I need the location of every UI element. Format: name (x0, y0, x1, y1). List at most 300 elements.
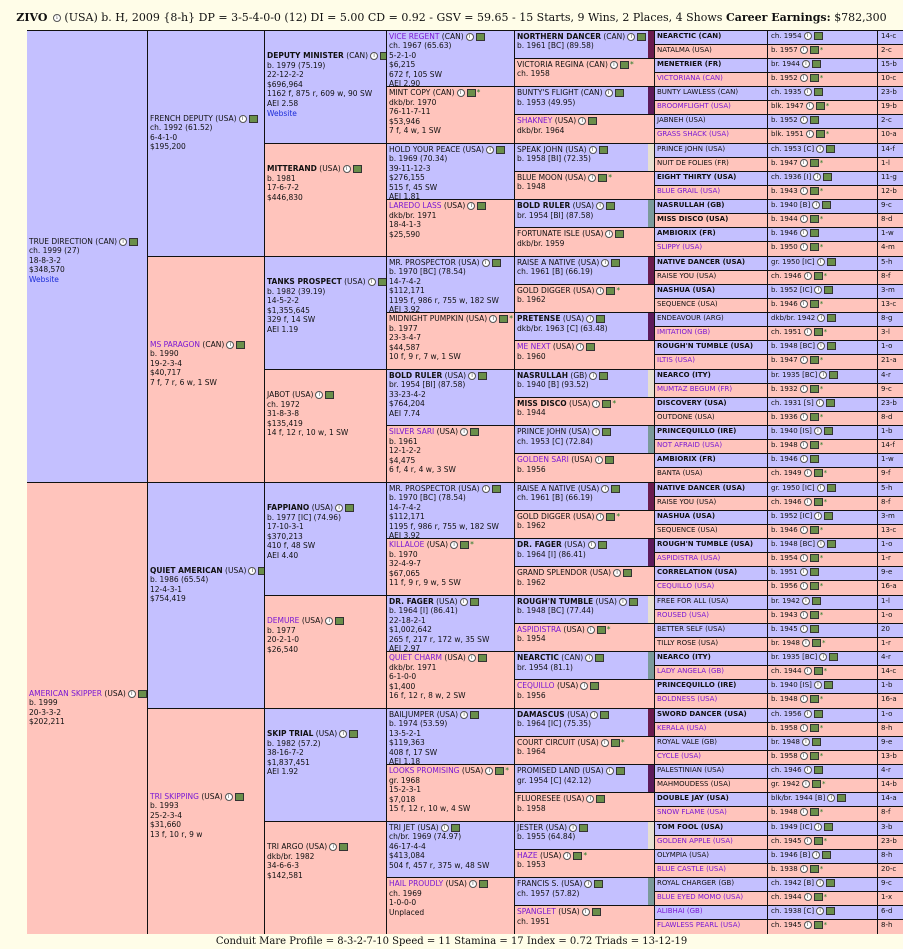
ancestor-name[interactable]: MISS DISCO (517, 398, 567, 408)
photo-icon[interactable] (812, 639, 821, 647)
ancestor-name[interactable]: BANTA (USA) (657, 469, 703, 478)
photo-icon[interactable] (816, 102, 825, 110)
info-icon[interactable]: i (819, 653, 827, 661)
photo-icon[interactable] (596, 795, 605, 803)
photo-icon[interactable] (611, 259, 620, 267)
info-icon[interactable]: i (441, 824, 449, 832)
ancestor-name[interactable]: CORRELATION (USA) (657, 568, 738, 577)
info-icon[interactable]: i (800, 752, 808, 760)
ancestor-name[interactable]: DAMASCUS (517, 709, 565, 719)
info-icon[interactable]: i (800, 441, 808, 449)
ancestor-name[interactable]: DR. FAGER (389, 596, 434, 606)
ancestor-name[interactable]: MS PARAGON (150, 339, 201, 349)
info-icon[interactable]: i (486, 146, 494, 154)
photo-icon[interactable] (495, 767, 504, 775)
info-icon[interactable]: i (588, 541, 596, 549)
ancestor-name[interactable]: MAHMOUDESS (USA) (657, 780, 731, 789)
ancestor-name[interactable]: IMITATION (GB) (657, 328, 711, 337)
ancestor-name[interactable]: VICTORIANA (CAN) (657, 73, 723, 82)
ancestor-name[interactable]: ROYAL VALE (GB) (657, 737, 718, 746)
ancestor-name[interactable]: GOLD DIGGER (517, 511, 571, 521)
ancestor-name[interactable]: SILVER SARI (389, 427, 435, 436)
ancestor-name[interactable]: BAILJUMPER (389, 709, 435, 719)
photo-icon[interactable] (810, 808, 819, 816)
photo-icon[interactable] (826, 399, 835, 407)
ancestor-name[interactable]: ALIBHAI (GB) (657, 907, 703, 916)
info-icon[interactable]: i (596, 202, 604, 210)
info-icon[interactable]: i (800, 611, 808, 619)
photo-icon[interactable] (236, 341, 245, 349)
photo-icon[interactable] (827, 314, 836, 322)
ancestor-name[interactable]: CEQUILLO (517, 681, 555, 691)
photo-icon[interactable] (339, 843, 348, 851)
ancestor-name[interactable]: NATIVE DANCER (USA) (657, 483, 746, 492)
photo-icon[interactable] (812, 597, 821, 605)
ancestor-name[interactable]: FAPPIANO (267, 503, 310, 512)
ancestor-name[interactable]: FLAWLESS PEARL (USA) (657, 921, 741, 930)
photo-icon[interactable] (598, 541, 607, 549)
photo-icon[interactable] (573, 852, 582, 860)
ancestor-name[interactable]: LAREDO LASS (389, 201, 442, 210)
photo-icon[interactable] (611, 485, 620, 493)
ancestor-name[interactable]: VICE REGENT (389, 31, 440, 41)
info-icon[interactable]: i (800, 300, 808, 308)
photo-icon[interactable] (824, 823, 833, 831)
photo-icon[interactable] (599, 372, 608, 380)
photo-icon[interactable] (826, 879, 835, 887)
info-icon[interactable]: i (800, 582, 808, 590)
photo-icon[interactable] (810, 752, 819, 760)
photo-icon[interactable] (637, 33, 646, 41)
ancestor-name[interactable]: MIDNIGHT PUMPKIN (389, 314, 464, 323)
info-icon[interactable]: i (627, 33, 635, 41)
ancestor-name[interactable]: FLUORESEE (517, 794, 561, 804)
photo-icon[interactable] (827, 484, 836, 492)
photo-icon[interactable] (810, 554, 819, 562)
ancestor-name[interactable]: OUTDONE (USA) (657, 412, 715, 421)
photo-icon[interactable] (812, 780, 821, 788)
ancestor-name[interactable]: NEARCO (ITY) (657, 653, 711, 661)
photo-icon[interactable] (810, 611, 819, 619)
photo-icon[interactable] (824, 512, 833, 520)
photo-icon[interactable] (478, 654, 487, 662)
ancestor-name[interactable]: VICTORIA REGINA (517, 59, 584, 69)
photo-icon[interactable] (822, 201, 831, 209)
ancestor-name[interactable]: ENDEAVOUR (ARG) (657, 314, 724, 322)
ancestor-name[interactable]: DEMURE (267, 616, 300, 625)
info-icon[interactable]: i (590, 711, 598, 719)
ancestor-name[interactable]: TOM FOOL (USA) (657, 822, 724, 831)
info-icon[interactable]: i (800, 385, 808, 393)
photo-icon[interactable] (824, 286, 833, 294)
photo-icon[interactable] (335, 617, 344, 625)
ancestor-name[interactable]: SEQUENCE (USA) (657, 299, 718, 308)
ancestor-name[interactable]: SNOW FLAME (USA) (657, 808, 727, 817)
ancestor-name[interactable]: RAISE YOU (USA) (657, 497, 717, 506)
photo-icon[interactable] (602, 428, 611, 436)
photo-icon[interactable] (810, 215, 819, 223)
photo-icon[interactable] (810, 724, 819, 732)
photo-icon[interactable] (611, 739, 620, 747)
info-icon[interactable]: i (605, 230, 613, 238)
ancestor-name[interactable]: RAISE A NATIVE (517, 257, 576, 267)
photo-icon[interactable] (810, 46, 819, 54)
info-icon[interactable]: i (800, 159, 808, 167)
photo-icon[interactable] (837, 794, 846, 802)
ancestor-name[interactable]: ROUSED (USA) (657, 610, 709, 619)
info-icon[interactable]: i (814, 286, 822, 294)
photo-icon[interactable] (814, 469, 823, 477)
photo-icon[interactable] (826, 145, 835, 153)
ancestor-name[interactable]: KILLALOE (389, 540, 425, 549)
photo-icon[interactable] (824, 427, 833, 435)
ancestor-name[interactable]: GRAND SPLENDOR (517, 568, 588, 578)
ancestor-name[interactable]: PROMISED LAND (517, 766, 580, 775)
photo-icon[interactable] (810, 568, 819, 576)
ancestor-name[interactable]: BROOMFLIGHT (USA) (657, 102, 731, 111)
photo-icon[interactable] (629, 598, 638, 606)
photo-icon[interactable] (810, 243, 819, 251)
info-icon[interactable]: i (578, 117, 586, 125)
photo-icon[interactable] (812, 738, 821, 746)
info-icon[interactable]: i (586, 315, 594, 323)
ancestor-name[interactable]: TRI SKIPPING (150, 791, 199, 801)
info-icon[interactable]: i (370, 52, 378, 60)
ancestor-name[interactable]: CYCLE (USA) (657, 751, 702, 760)
info-icon[interactable]: i (827, 794, 835, 802)
info-icon[interactable]: i (806, 102, 814, 110)
info-icon[interactable]: i (225, 793, 233, 801)
info-icon[interactable]: i (468, 654, 476, 662)
info-icon[interactable]: i (460, 711, 468, 719)
ancestor-name[interactable]: ROUGH'N TUMBLE (USA) (657, 540, 754, 548)
photo-icon[interactable] (826, 907, 835, 915)
info-icon[interactable]: i (800, 243, 808, 251)
photo-icon[interactable] (586, 343, 595, 351)
photo-icon[interactable] (810, 74, 819, 82)
photo-icon[interactable] (477, 202, 486, 210)
info-icon[interactable]: i (802, 780, 810, 788)
ancestor-name[interactable]: BUNTY LAWLESS (CAN) (657, 88, 739, 96)
info-icon[interactable]: i (325, 617, 333, 625)
photo-icon[interactable] (598, 174, 607, 182)
photo-icon[interactable] (595, 654, 604, 662)
ancestor-name[interactable]: BUNTY'S FLIGHT (517, 88, 579, 97)
info-icon[interactable]: i (589, 146, 597, 154)
info-icon[interactable]: i (817, 258, 825, 266)
photo-icon[interactable] (814, 667, 823, 675)
info-icon[interactable]: i (800, 568, 808, 576)
info-icon[interactable]: i (804, 766, 812, 774)
ancestor-name[interactable]: ROUGH'N TUMBLE (USA) (657, 342, 754, 351)
info-icon[interactable]: i (800, 413, 808, 421)
info-icon[interactable]: i (585, 654, 593, 662)
info-icon[interactable]: i (800, 526, 808, 534)
photo-icon[interactable] (822, 851, 831, 859)
photo-icon[interactable] (496, 146, 505, 154)
photo-icon[interactable] (824, 681, 833, 689)
info-icon[interactable]: i (587, 626, 595, 634)
info-icon[interactable]: i (580, 682, 588, 690)
photo-icon[interactable] (814, 921, 823, 929)
info-icon[interactable]: i (53, 14, 61, 22)
info-icon[interactable]: i (804, 921, 812, 929)
info-icon[interactable]: i (335, 504, 343, 512)
photo-icon[interactable] (810, 441, 819, 449)
ancestor-name[interactable]: BLUE EYED MOMO (USA) (657, 893, 744, 902)
ancestor-name[interactable]: DOUBLE JAY (USA) (657, 794, 729, 803)
photo-icon[interactable] (810, 116, 819, 124)
photo-icon[interactable] (594, 880, 603, 888)
info-icon[interactable]: i (485, 767, 493, 775)
info-icon[interactable]: i (468, 372, 476, 380)
website-link[interactable]: Website (29, 274, 59, 284)
info-icon[interactable]: i (601, 739, 609, 747)
photo-icon[interactable] (345, 504, 354, 512)
ancestor-name[interactable]: RAISE A NATIVE (517, 483, 576, 493)
photo-icon[interactable] (810, 526, 819, 534)
ancestor-name[interactable]: HAIL PROUDLY (389, 879, 444, 888)
photo-icon[interactable] (138, 690, 147, 698)
info-icon[interactable]: i (613, 569, 621, 577)
ancestor-name[interactable]: BETTER SELF (USA) (657, 624, 726, 633)
ancestor-name[interactable]: RAISE YOU (USA) (657, 271, 717, 280)
ancestor-name[interactable]: TANKS PROSPECT (267, 277, 342, 286)
photo-icon[interactable] (492, 485, 501, 493)
photo-icon[interactable] (812, 60, 821, 68)
ancestor-name[interactable]: LADY ANGELA (GB) (657, 667, 724, 676)
photo-icon[interactable] (810, 187, 819, 195)
info-icon[interactable]: i (457, 89, 465, 97)
ancestor-name[interactable]: BLUE GRAIL (USA) (657, 186, 721, 195)
info-icon[interactable]: i (814, 681, 822, 689)
photo-icon[interactable] (810, 625, 819, 633)
ancestor-name[interactable]: NASHUA (USA) (657, 285, 716, 294)
info-icon[interactable]: i (804, 498, 812, 506)
info-icon[interactable]: i (804, 328, 812, 336)
photo-icon[interactable] (810, 385, 819, 393)
photo-icon[interactable] (596, 315, 605, 323)
info-icon[interactable]: i (804, 32, 812, 40)
ancestor-name[interactable]: MUMTAZ BEGUM (FR) (657, 384, 733, 393)
ancestor-name[interactable]: MR. PROSPECTOR (389, 257, 456, 267)
info-icon[interactable]: i (592, 428, 600, 436)
info-icon[interactable]: i (817, 540, 825, 548)
ancestor-name[interactable]: ME NEXT (517, 342, 551, 352)
photo-icon[interactable] (249, 115, 258, 123)
ancestor-name[interactable]: JABNEH (USA) (657, 116, 706, 125)
info-icon[interactable]: i (605, 89, 613, 97)
photo-icon[interactable] (378, 278, 387, 286)
info-icon[interactable]: i (800, 724, 808, 732)
info-icon[interactable]: i (450, 541, 458, 549)
info-icon[interactable]: i (467, 202, 475, 210)
photo-icon[interactable] (470, 598, 479, 606)
info-icon[interactable]: i (800, 229, 808, 237)
info-icon[interactable]: i (489, 315, 497, 323)
photo-icon[interactable] (615, 89, 624, 97)
ancestor-name[interactable]: PRINCE JOHN (517, 427, 567, 436)
ancestor-name[interactable]: NEARCTIC (CAN) (657, 31, 722, 40)
photo-icon[interactable] (353, 165, 362, 173)
ancestor-name[interactable]: MENETRIER (FR) (657, 59, 722, 68)
ancestor-name[interactable]: ILTIS (USA) (657, 356, 695, 365)
photo-icon[interactable] (827, 540, 836, 548)
photo-icon[interactable] (814, 88, 823, 96)
photo-icon[interactable] (606, 287, 615, 295)
photo-icon[interactable] (827, 258, 836, 266)
photo-icon[interactable] (814, 710, 823, 718)
ancestor-name[interactable]: CEQUILLO (USA) (657, 582, 715, 591)
photo-icon[interactable] (615, 230, 624, 238)
photo-icon[interactable] (579, 824, 588, 832)
info-icon[interactable]: i (800, 74, 808, 82)
ancestor-name[interactable]: FORTUNATE ISLE (517, 229, 580, 239)
ancestor-name[interactable]: NEARCTIC (517, 653, 559, 662)
photo-icon[interactable] (602, 400, 611, 408)
info-icon[interactable]: i (806, 130, 814, 138)
ancestor-name[interactable]: SWORD DANCER (USA) (657, 709, 747, 718)
info-icon[interactable]: i (466, 33, 474, 41)
ancestor-name[interactable]: DISCOVERY (USA) (657, 398, 727, 407)
info-icon[interactable]: i (800, 554, 808, 562)
ancestor-name[interactable]: PRINCEQUILLO (IRE) (657, 681, 737, 690)
ancestor-name[interactable]: NUIT DE FOLIES (FR) (657, 158, 729, 167)
info-icon[interactable]: i (589, 372, 597, 380)
ancestor-name[interactable]: NATIVE DANCER (USA) (657, 257, 746, 266)
photo-icon[interactable] (588, 117, 597, 125)
ancestor-name[interactable]: LOOKS PROMISING (389, 766, 460, 775)
photo-icon[interactable] (814, 272, 823, 280)
ancestor-name[interactable]: HAZE (517, 850, 538, 860)
info-icon[interactable]: i (800, 455, 808, 463)
info-icon[interactable]: i (812, 851, 820, 859)
info-icon[interactable]: i (584, 880, 592, 888)
info-icon[interactable]: i (814, 427, 822, 435)
ancestor-name[interactable]: ASPIDISTRA (517, 624, 561, 634)
info-icon[interactable]: i (460, 428, 468, 436)
ancestor-name[interactable]: BOLD RULER (517, 201, 571, 210)
info-icon[interactable]: i (804, 893, 812, 901)
ancestor-name[interactable]: PRETENSE (517, 314, 561, 323)
ancestor-name[interactable]: HOLD YOUR PEACE (389, 144, 461, 154)
info-icon[interactable]: i (128, 690, 136, 698)
info-icon[interactable]: i (596, 287, 604, 295)
info-icon[interactable]: i (802, 738, 810, 746)
ancestor-name[interactable]: SHAKNEY (517, 116, 553, 126)
info-icon[interactable]: i (595, 456, 603, 464)
ancestor-name[interactable]: MR. PROSPECTOR (389, 483, 456, 493)
info-icon[interactable]: i (804, 469, 812, 477)
ancestor-name[interactable]: COURT CIRCUIT (517, 737, 576, 747)
ancestor-name[interactable]: DEPUTY MINISTER (267, 51, 344, 60)
info-icon[interactable]: i (817, 314, 825, 322)
info-icon[interactable]: i (582, 908, 590, 916)
ancestor-name[interactable]: FRANCIS S. (517, 879, 559, 888)
ancestor-name[interactable]: BOLD RULER (389, 370, 443, 380)
ancestor-name[interactable]: MINT COPY (389, 88, 431, 97)
info-icon[interactable]: i (588, 174, 596, 182)
photo-icon[interactable] (823, 173, 832, 181)
ancestor-name[interactable]: PRINCE JOHN (USA) (657, 144, 726, 153)
ancestor-name[interactable]: AMBIORIX (FR) (657, 229, 716, 238)
photo-icon[interactable] (810, 865, 819, 873)
info-icon[interactable]: i (813, 173, 821, 181)
photo-icon[interactable] (814, 498, 823, 506)
info-icon[interactable]: i (329, 843, 337, 851)
info-icon[interactable]: i (816, 907, 824, 915)
ancestor-name[interactable]: MITTERAND (267, 164, 317, 173)
ancestor-name[interactable]: ASPIDISTRA (USA) (657, 554, 721, 563)
photo-icon[interactable] (380, 52, 386, 60)
photo-icon[interactable] (235, 793, 244, 801)
info-icon[interactable]: i (800, 808, 808, 816)
ancestor-name[interactable]: SPANGLET (517, 907, 556, 917)
ancestor-name[interactable]: GOLDEN SARI (517, 455, 569, 465)
photo-icon[interactable] (499, 315, 508, 323)
photo-icon[interactable] (810, 582, 819, 590)
photo-icon[interactable] (810, 356, 819, 364)
photo-icon[interactable] (827, 342, 836, 350)
photo-icon[interactable] (599, 146, 608, 154)
info-icon[interactable]: i (802, 60, 810, 68)
info-icon[interactable]: i (804, 272, 812, 280)
website-link[interactable]: Website (267, 108, 297, 118)
info-icon[interactable]: i (800, 356, 808, 364)
info-icon[interactable]: i (804, 710, 812, 718)
ancestor-name[interactable]: TRUE DIRECTION (29, 236, 93, 246)
ancestor-name[interactable]: GRASS SHACK (USA) (657, 130, 729, 139)
info-icon[interactable]: i (817, 484, 825, 492)
photo-icon[interactable] (606, 202, 615, 210)
ancestor-name[interactable]: GOLD DIGGER (517, 285, 571, 295)
photo-icon[interactable] (810, 695, 819, 703)
ancestor-name[interactable]: DR. FAGER (517, 540, 562, 549)
photo-icon[interactable] (590, 682, 599, 690)
photo-icon[interactable] (600, 711, 609, 719)
info-icon[interactable]: i (800, 187, 808, 195)
ancestor-name[interactable]: NASRULLAH (GB) (657, 201, 725, 209)
info-icon[interactable]: i (248, 567, 256, 575)
info-icon[interactable]: i (339, 730, 347, 738)
photo-icon[interactable] (616, 767, 625, 775)
info-icon[interactable]: i (569, 824, 577, 832)
ancestor-name[interactable]: NEARCO (ITY) (657, 370, 711, 379)
photo-icon[interactable] (460, 541, 469, 549)
ancestor-name[interactable]: KERALA (USA) (657, 723, 707, 732)
info-icon[interactable]: i (800, 695, 808, 703)
photo-icon[interactable] (325, 391, 334, 399)
photo-icon[interactable] (470, 428, 479, 436)
info-icon[interactable]: i (586, 795, 594, 803)
info-icon[interactable]: i (804, 88, 812, 96)
ancestor-name[interactable]: TRI ARGO (267, 842, 304, 851)
info-icon[interactable]: i (482, 485, 490, 493)
photo-icon[interactable] (606, 513, 615, 521)
photo-icon[interactable] (814, 32, 823, 40)
ancestor-name[interactable]: ROUGH'N TUMBLE (517, 596, 594, 606)
info-icon[interactable]: i (315, 391, 323, 399)
photo-icon[interactable] (470, 711, 479, 719)
photo-icon[interactable] (810, 455, 819, 463)
ancestor-name[interactable]: ROYAL CHARGER (GB) (657, 879, 735, 887)
info-icon[interactable]: i (226, 341, 234, 349)
ancestor-name[interactable]: SLIPPY (USA) (657, 243, 703, 252)
photo-icon[interactable] (479, 880, 488, 888)
info-icon[interactable]: i (804, 667, 812, 675)
info-icon[interactable]: i (800, 625, 808, 633)
info-icon[interactable]: i (816, 879, 824, 887)
